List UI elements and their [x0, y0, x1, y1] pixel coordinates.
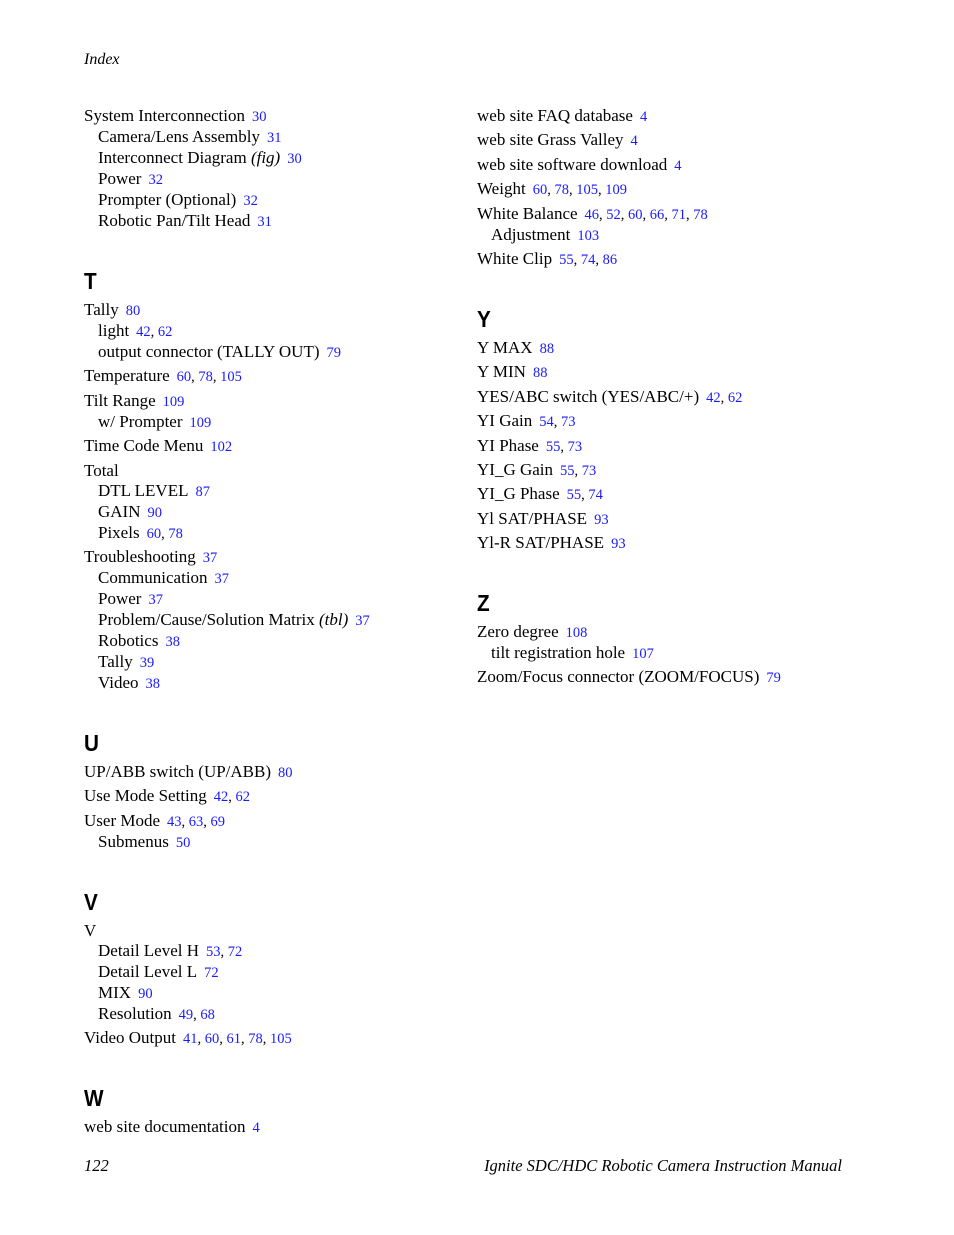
- index-term: System Interconnection: [84, 106, 245, 125]
- page-link[interactable]: 52: [606, 206, 621, 223]
- index-term: V: [84, 920, 97, 940]
- page-references: [215, 571, 230, 587]
- page-link[interactable]: 55: [560, 462, 575, 479]
- page-references: [540, 341, 555, 357]
- index-entry: [477, 533, 857, 554]
- page-references: [327, 345, 342, 361]
- index-term: YI_G Gain: [477, 459, 554, 479]
- index-subentry: [84, 127, 464, 148]
- index-entry: [477, 622, 857, 643]
- index-entry: [84, 1117, 464, 1138]
- index-term: web site documentation: [84, 1117, 246, 1137]
- index-subentry: [84, 321, 464, 342]
- index-term: Tilt Range: [84, 390, 156, 410]
- index-subentry: [84, 502, 464, 523]
- page-link[interactable]: 74: [588, 487, 603, 504]
- index-term: Temperature: [84, 366, 170, 386]
- index-term: Submenus: [98, 831, 169, 851]
- page-link[interactable]: 60: [628, 206, 643, 223]
- index-entry: [477, 509, 857, 530]
- page-link[interactable]: 78: [554, 182, 569, 199]
- index-term: GAIN: [98, 501, 141, 521]
- index-entry: [84, 300, 464, 321]
- page-link[interactable]: 107: [632, 646, 654, 663]
- page-link[interactable]: 50: [175, 834, 191, 851]
- index-entry: [84, 106, 464, 127]
- index-term: YI Gain: [477, 411, 533, 431]
- page-references: 60, 78, 105: [176, 369, 242, 386]
- page-link[interactable]: 78: [693, 206, 708, 223]
- page-link[interactable]: 68: [200, 1006, 215, 1023]
- page-link[interactable]: 90: [147, 504, 162, 521]
- page-link[interactable]: 105: [270, 1031, 292, 1048]
- index-term: Power: [98, 169, 142, 188]
- page-references: 55, 73: [560, 462, 597, 479]
- page-references: [611, 536, 626, 552]
- page-link[interactable]: 86: [602, 251, 618, 268]
- page-references: [355, 613, 370, 629]
- page-link[interactable]: 109: [189, 414, 212, 431]
- index-subentry: [84, 1004, 464, 1025]
- page-link[interactable]: 60: [146, 525, 162, 542]
- index-entry: [477, 179, 857, 200]
- index-term: Interconnect Diagram: [98, 148, 247, 167]
- page-references: [203, 550, 218, 566]
- page-link[interactable]: 42: [706, 389, 721, 406]
- page-link[interactable]: 79: [326, 345, 341, 361]
- page-references: [566, 625, 588, 641]
- page-link[interactable]: 55: [545, 438, 561, 455]
- index-term: Y MIN: [477, 362, 526, 382]
- index-term: YI Phase: [477, 435, 539, 455]
- page-references: 42, 62: [136, 324, 173, 340]
- page-link[interactable]: 102: [210, 439, 233, 456]
- index-subentry: [84, 342, 464, 363]
- index-subentry: [84, 523, 464, 544]
- index-term: output connector (TALLY OUT): [98, 342, 320, 361]
- index-term: Video: [98, 672, 139, 692]
- index-term: Communication: [98, 567, 208, 587]
- page-references: 53, 72: [206, 943, 243, 960]
- index-term: tilt registration hole: [491, 643, 626, 663]
- page-link[interactable]: 30: [287, 151, 302, 167]
- page-link[interactable]: 41: [183, 1031, 198, 1048]
- page-link[interactable]: 4: [674, 157, 682, 174]
- page-references: [148, 172, 163, 188]
- index-subentry: [84, 412, 464, 433]
- page-link[interactable]: 109: [162, 393, 185, 410]
- page-references: [287, 151, 302, 167]
- page-link[interactable]: 54: [539, 414, 554, 431]
- index-column-left: [84, 106, 464, 1138]
- index-term: web site software download: [477, 154, 668, 174]
- index-term: Detail Level H: [98, 940, 200, 960]
- index-letter-heading: Z: [477, 590, 490, 617]
- index-entry: [84, 391, 464, 412]
- index-subentry: [84, 568, 464, 589]
- index-qualifier: (tbl): [319, 609, 349, 629]
- page-references: [195, 484, 210, 500]
- index-subentry: [84, 832, 464, 853]
- index-term: Detail Level L: [98, 961, 198, 981]
- index-entry: [477, 155, 857, 176]
- page-link[interactable]: 78: [168, 525, 183, 542]
- index-entry: [477, 436, 857, 457]
- page-references: [252, 1120, 259, 1136]
- page-link[interactable]: 105: [220, 369, 242, 386]
- page-references: [766, 670, 781, 686]
- page-references: [631, 133, 638, 149]
- page-link[interactable]: 88: [532, 365, 548, 382]
- page-references: [176, 835, 191, 851]
- page-link[interactable]: 79: [766, 670, 781, 687]
- page-link[interactable]: 72: [204, 964, 219, 981]
- page-references: [257, 214, 272, 230]
- page-references: [640, 109, 647, 125]
- page-number: 122: [84, 1156, 109, 1175]
- index-entry: [477, 338, 857, 359]
- page-link[interactable]: 62: [727, 389, 743, 406]
- page-link[interactable]: 78: [198, 369, 213, 386]
- page-link[interactable]: 49: [178, 1006, 194, 1023]
- index-letter-heading: U: [84, 729, 99, 756]
- page-link[interactable]: 60: [176, 369, 192, 386]
- page-references: 41, 60, 61, 78, 105: [183, 1031, 292, 1048]
- index-term: User Mode: [84, 810, 161, 830]
- index-term: Yl SAT/PHASE: [477, 508, 588, 528]
- index-letter-heading: T: [84, 268, 97, 294]
- index-subentry: [477, 643, 857, 664]
- page-references: 55, 74: [566, 487, 603, 504]
- index-term: Time Code Menu: [84, 436, 204, 456]
- index-entry: [84, 547, 464, 568]
- index-term: Video Output: [84, 1028, 176, 1048]
- index-entry: [477, 362, 857, 383]
- page-references: 42, 62: [706, 389, 743, 406]
- page-references: 55, 74, 86: [559, 251, 618, 268]
- page-references: [594, 512, 609, 528]
- page-link[interactable]: 31: [266, 130, 282, 146]
- page-references: [577, 228, 599, 244]
- index-subentry: [84, 673, 464, 694]
- index-term: Total: [84, 460, 119, 480]
- index-subentry: [84, 169, 464, 190]
- index-term: White Balance: [477, 203, 578, 223]
- index-term: White Clip: [477, 248, 553, 268]
- index-term: Use Mode Setting: [84, 786, 207, 806]
- manual-title: Ignite SDC/HDC Robotic Camera Instruction Manual: [484, 1156, 842, 1175]
- page-link[interactable]: 46: [584, 206, 600, 223]
- page-link[interactable]: 32: [243, 193, 258, 209]
- page-link[interactable]: 4: [630, 133, 638, 150]
- index-term: YI_G Phase: [477, 484, 560, 504]
- index-subentry: [84, 211, 464, 232]
- page-link[interactable]: 103: [577, 227, 600, 244]
- index-term: Power: [98, 588, 142, 608]
- page-references: 54, 73: [539, 414, 576, 431]
- page-link[interactable]: 73: [567, 438, 583, 455]
- index-entry: [84, 762, 464, 783]
- page-link[interactable]: 93: [611, 536, 626, 553]
- page-link[interactable]: 4: [252, 1120, 260, 1137]
- page-link[interactable]: 42: [136, 324, 151, 340]
- index-term: Robotics: [98, 630, 159, 650]
- page-link[interactable]: 37: [214, 570, 230, 587]
- page-references: [674, 158, 681, 174]
- index-entry: [84, 811, 464, 832]
- page-references: [148, 505, 163, 521]
- page-references: [243, 193, 258, 209]
- index-term: light: [98, 321, 130, 340]
- index-term: UP/ABB switch (UP/ABB): [84, 761, 272, 781]
- index-term: YES/ABC switch (YES/ABC/+): [477, 386, 700, 406]
- page-link[interactable]: 78: [248, 1031, 263, 1048]
- index-term: w/ Prompter: [98, 411, 183, 431]
- index-entry: [477, 106, 857, 127]
- page-references: [632, 646, 654, 662]
- page-references: [138, 986, 153, 1002]
- page-link[interactable]: 109: [605, 182, 627, 199]
- page-link[interactable]: 60: [532, 182, 548, 199]
- index-subentry: [84, 941, 464, 962]
- page-link[interactable]: 53: [206, 943, 221, 960]
- index-entry: [84, 461, 464, 481]
- page-references: 60, 78: [146, 525, 183, 542]
- page-link[interactable]: 80: [125, 303, 141, 319]
- index-letter-heading: W: [84, 1085, 104, 1112]
- page-link[interactable]: 39: [139, 654, 155, 671]
- page-link[interactable]: 32: [148, 172, 163, 188]
- page-link[interactable]: 38: [165, 633, 180, 650]
- page-link[interactable]: 80: [278, 764, 293, 781]
- index-subentry: [84, 631, 464, 652]
- page-link[interactable]: 105: [576, 182, 598, 199]
- page-references: 49, 68: [178, 1006, 215, 1023]
- page-link[interactable]: 37: [202, 549, 218, 566]
- running-head: Index: [84, 51, 120, 68]
- page-references: [140, 655, 155, 671]
- index-term: DTL LEVEL: [98, 480, 189, 500]
- page-references: [204, 965, 219, 981]
- index-entry: [84, 786, 464, 807]
- index-term: Pixels: [98, 522, 140, 542]
- index-entry: [84, 921, 464, 941]
- index-subentry: [84, 148, 464, 169]
- page-link[interactable]: 42: [213, 789, 229, 806]
- index-subentry: [84, 481, 464, 502]
- index-subentry: [84, 190, 464, 211]
- index-letter-heading: Y: [477, 305, 491, 332]
- index-subentry: [84, 589, 464, 610]
- index-term: web site Grass Valley: [477, 130, 624, 150]
- page-link[interactable]: 37: [148, 591, 163, 608]
- page-link[interactable]: 108: [565, 625, 588, 642]
- index-entry: [477, 204, 857, 225]
- index-term: Zero degree: [477, 622, 559, 642]
- page-link[interactable]: 60: [204, 1031, 220, 1048]
- index-term: Camera/Lens Assembly: [98, 127, 260, 146]
- index-entry: [477, 387, 857, 408]
- index-term: Weight: [477, 179, 526, 199]
- index-term: web site FAQ database: [477, 106, 633, 125]
- page-references: 43, 63, 69: [167, 813, 226, 830]
- index-entry: [84, 1028, 464, 1049]
- index-entry: [477, 460, 857, 481]
- page-references: 46, 52, 60, 66, 71, 78: [584, 206, 708, 223]
- page-link[interactable]: 30: [252, 109, 267, 125]
- index-term: MIX: [98, 982, 132, 1002]
- page-references: [252, 109, 267, 125]
- page-references: 42, 62: [213, 789, 251, 806]
- page-references: [190, 415, 212, 431]
- index-entry: [477, 130, 857, 151]
- page-link[interactable]: 63: [188, 813, 204, 830]
- index-term: Zoom/Focus connector (ZOOM/FOCUS): [477, 667, 760, 687]
- index-term: Yl-R SAT/PHASE: [477, 533, 605, 553]
- index-subentry: [84, 652, 464, 673]
- page-link[interactable]: 69: [210, 813, 226, 830]
- page-references: [267, 130, 282, 146]
- index-term: Tally: [98, 651, 133, 671]
- index-subentry: [84, 983, 464, 1004]
- page-link[interactable]: 87: [195, 483, 210, 500]
- page-link[interactable]: 73: [581, 462, 597, 479]
- page-references: [165, 634, 180, 650]
- page-link[interactable]: 93: [594, 511, 609, 528]
- page-link[interactable]: 72: [227, 943, 243, 960]
- page-link[interactable]: 73: [560, 414, 576, 431]
- page-references: [163, 394, 185, 410]
- index-entry: [477, 249, 857, 270]
- index-term: Robotic Pan/Tilt Head: [98, 211, 251, 230]
- page-link[interactable]: 90: [138, 985, 153, 1002]
- page-link[interactable]: 71: [671, 206, 687, 223]
- index-subentry: [84, 610, 464, 631]
- index-subentry: [84, 962, 464, 983]
- page-link[interactable]: 74: [580, 251, 596, 268]
- page-references: 60, 78, 105, 109: [532, 182, 627, 199]
- index-letter-heading: V: [84, 888, 98, 915]
- page-references: [533, 365, 548, 381]
- page-link[interactable]: 62: [157, 324, 173, 340]
- index-term: Y MAX: [477, 337, 533, 357]
- page-link[interactable]: 66: [649, 206, 665, 223]
- page-link[interactable]: 4: [639, 109, 648, 125]
- page-link[interactable]: 62: [235, 789, 251, 806]
- page-link[interactable]: 38: [145, 675, 161, 692]
- index-entry: [477, 667, 857, 688]
- page-link[interactable]: 88: [539, 340, 555, 357]
- page-link[interactable]: 55: [559, 251, 574, 268]
- index-subentry: [477, 225, 857, 246]
- page-references: 55, 73: [545, 438, 583, 455]
- index-entry: [477, 411, 857, 432]
- page-references: [148, 592, 163, 608]
- index-term: Troubleshooting: [84, 546, 196, 566]
- index-term: Adjustment: [491, 224, 571, 244]
- page-link[interactable]: 37: [355, 612, 370, 629]
- page-link[interactable]: 43: [167, 813, 182, 830]
- index-term: Problem/Cause/Solution Matrix: [98, 609, 315, 629]
- index-term: Tally: [84, 300, 119, 319]
- index-entry: [477, 484, 857, 505]
- index-entry: [84, 366, 464, 387]
- page-link[interactable]: 55: [566, 487, 582, 504]
- index-entry: [84, 436, 464, 457]
- page-link[interactable]: 31: [257, 214, 272, 230]
- index-qualifier: (fig): [250, 148, 281, 167]
- page-references: [210, 439, 232, 455]
- index-term: Prompter (Optional): [98, 190, 237, 209]
- page-references: [126, 303, 141, 319]
- page-references: [146, 676, 161, 692]
- index-term: Resolution: [98, 1003, 172, 1023]
- page-link[interactable]: 61: [226, 1031, 241, 1048]
- index-column-right: [477, 106, 857, 688]
- page-references: [278, 765, 293, 781]
